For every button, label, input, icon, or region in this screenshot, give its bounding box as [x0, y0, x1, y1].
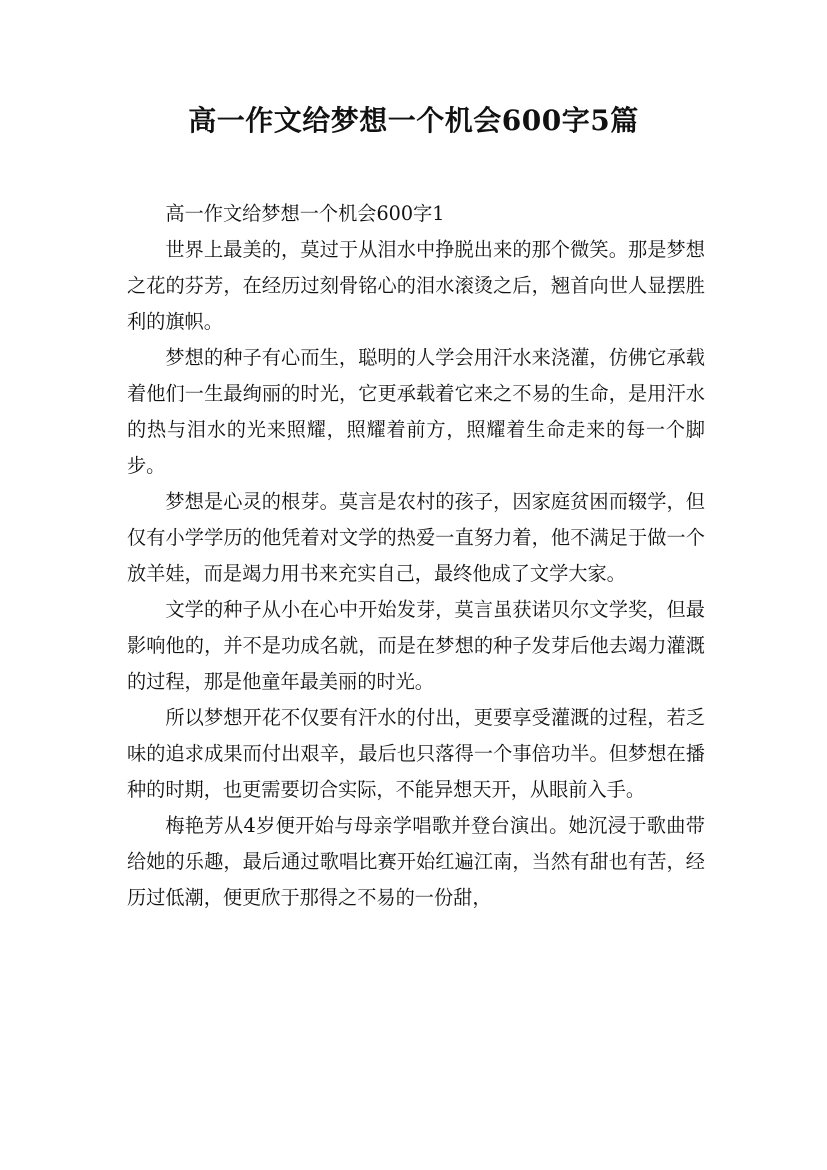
paragraph-5: 所以梦想开花不仅要有汗水的付出，更要享受灌溉的过程，若乏味的追求成果而付出艰辛，最后也只落得一个事倍功半。但梦想在播种的时期，也更需要切合实际，不能异想天开，从眼前入手。 [127, 706, 705, 801]
paragraph-1: 世界上最美的，莫过于从泪水中挣脱出来的那个微笑。那是梦想之花的芬芳，在经历过刻骨铭心的泪水滚烫之后，翘首向世人显摆胜利的旗帜。 [127, 238, 705, 333]
section-subtitle: 高一作文给梦想一个机会600字1 [165, 202, 445, 225]
paragraph-2: 梦想的种子有心而生，聪明的人学会用汗水来浇灌，仿佛它承载着他们一生最绚丽的时光，它更承载着它来之不易的生命，是用汗水的热与泪水的光来照耀，照耀着前方，照耀着生命走来的每一个脚步。 [127, 346, 705, 477]
document-title: 高一作文给梦想一个机会600字5篇 [188, 104, 639, 137]
paragraph-6: 梅艳芳从4岁便开始与母亲学唱歌并登台演出。她沉浸于歌曲带给她的乐趣，最后通过歌唱比赛开始红遍江南，当然有甜也有苦，经历过低潮，便更欣于那得之不易的一份甜， [127, 814, 705, 909]
paragraph-4: 文学的种子从小在心中开始发芽，莫言虽获诺贝尔文学奖，但最影响他的，并不是功成名就，而是在梦想的种子发芽后他去竭力灌溉的过程，那是他童年最美丽的时光。 [127, 598, 705, 693]
paragraph-3: 梦想是心灵的根芽。莫言是农村的孩子，因家庭贫困而辍学，但仅有小学学历的他凭着对文学的热爱一直努力着，他不满足于做一个放羊娃，而是竭力用书来充实自己，最终他成了文学大家。 [127, 490, 705, 585]
document-body [127, 196, 705, 916]
